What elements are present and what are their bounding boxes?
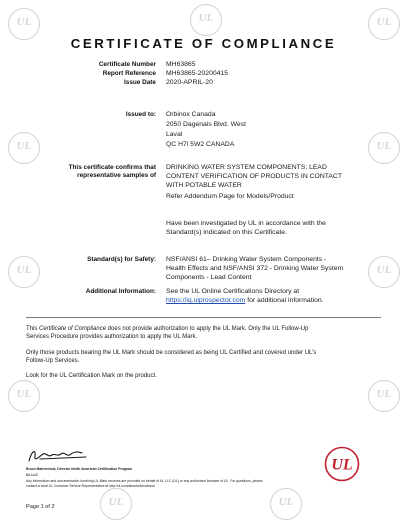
signature-svg [26, 446, 96, 466]
ul-watermark-icon [8, 132, 40, 164]
ul-watermark-icon [100, 488, 132, 520]
additional-info-line: See the UL Online Certifications Directory at [166, 288, 300, 295]
issued-to-line: Orbinox Canada [166, 111, 216, 118]
additional-info-suffix: for additional information. [245, 297, 324, 304]
ul-directory-link[interactable]: https://iq.ulprospector.com [166, 297, 246, 304]
issue-date-label: Issue Date [124, 79, 156, 86]
notice-line: Follow-Up Services. [26, 357, 80, 364]
fine-print-line: contact a local UL Customer Service Representative at http://ul.com/aboutul/locations/ [26, 484, 155, 488]
page-title: CERTIFICATE OF COMPLIANCE [70, 36, 337, 51]
certificate-number-label: Certificate Number [98, 61, 156, 68]
ul-logo-icon [324, 446, 360, 482]
ul-watermark-icon [8, 380, 40, 412]
standards-line: Health Effects and NSF/ANSI 372 - Drinking Water System [166, 265, 344, 272]
notice-line: Services Procedure provides authorization to apply the UL Mark. [26, 333, 198, 340]
ul-logo [324, 446, 360, 482]
additional-info-line-2 [166, 296, 324, 305]
signatory-name: Bruce Mahrenholz, Director North American Certification Program [26, 467, 133, 471]
fine-print-line: Any information and documentation involving UL Mark services are provided on behalf of UL LLC (UL) or any authorized licensee of UL. For questions, please [26, 479, 263, 483]
issue-date-value: 2020-APRIL-20 [166, 79, 213, 86]
additional-info-label: Additional Information: [85, 288, 156, 295]
notice-mark-authorization [26, 326, 381, 341]
ul-watermark-icon [368, 256, 400, 288]
standards-label: Standard(s) for Safety: [87, 256, 156, 263]
ul-watermark-icon [368, 380, 400, 412]
certificate-number-value: MH63865 [166, 61, 196, 68]
issued-to-line: Laval [166, 131, 183, 138]
standards-line: NSF/ANSI 61– Drinking Water System Components - [166, 256, 327, 263]
issued-to-line: QC H7l 5W2 CANADA [166, 141, 235, 148]
notice-look-for-mark: Look for the UL Certification Mark on the product. [26, 373, 157, 379]
product-category-line: WITH POTABLE WATER [166, 182, 242, 189]
notice-lead: This [26, 326, 40, 332]
investigated-statement-line: Standard(s) indicated on this Certificate. [166, 229, 287, 236]
notice-ul-certified [26, 350, 381, 365]
product-category-line: DRINKING WATER SYSTEM COMPONENTS; LEAD [166, 164, 327, 171]
investigated-statement-line: Have been investigated by UL in accordance with the [166, 220, 326, 227]
issued-to-line: 2050 Dagenais Blvd. West [166, 121, 246, 128]
organization-name: UL LLC [26, 473, 38, 477]
notice-line: does not provide authorization to apply the UL Mark. Only the UL Follow-Up [106, 326, 309, 332]
section-divider [26, 317, 381, 318]
report-reference-label: Report Reference [102, 70, 156, 77]
product-category-line: CONTENT VERIFICATION OF PRODUCTS IN CONTACT [166, 173, 342, 180]
notice-line: Only those products bearing the UL Mark should be considered as being UL Certified and covered under UL’s [26, 350, 317, 356]
ul-watermark-icon [270, 488, 302, 520]
signature-image [26, 446, 96, 466]
issued-to-label: Issued to: [125, 111, 156, 118]
notice-italic: Certificate of Compliance [39, 326, 107, 332]
ul-logo-text: UL [331, 456, 353, 474]
ul-watermark-icon [368, 132, 400, 164]
addendum-reference: Refer Addendum Page for Models/Product [166, 193, 294, 200]
representative-label-line: This certificate confirms that [68, 164, 156, 171]
page-number: Page 1 of 2 [26, 504, 55, 510]
report-reference-value: MH63865-20200415 [166, 70, 228, 77]
ul-watermark-icon [190, 4, 222, 36]
representative-label-line: representative samples of [77, 172, 156, 179]
standards-line: Components - Lead Content [166, 274, 252, 281]
